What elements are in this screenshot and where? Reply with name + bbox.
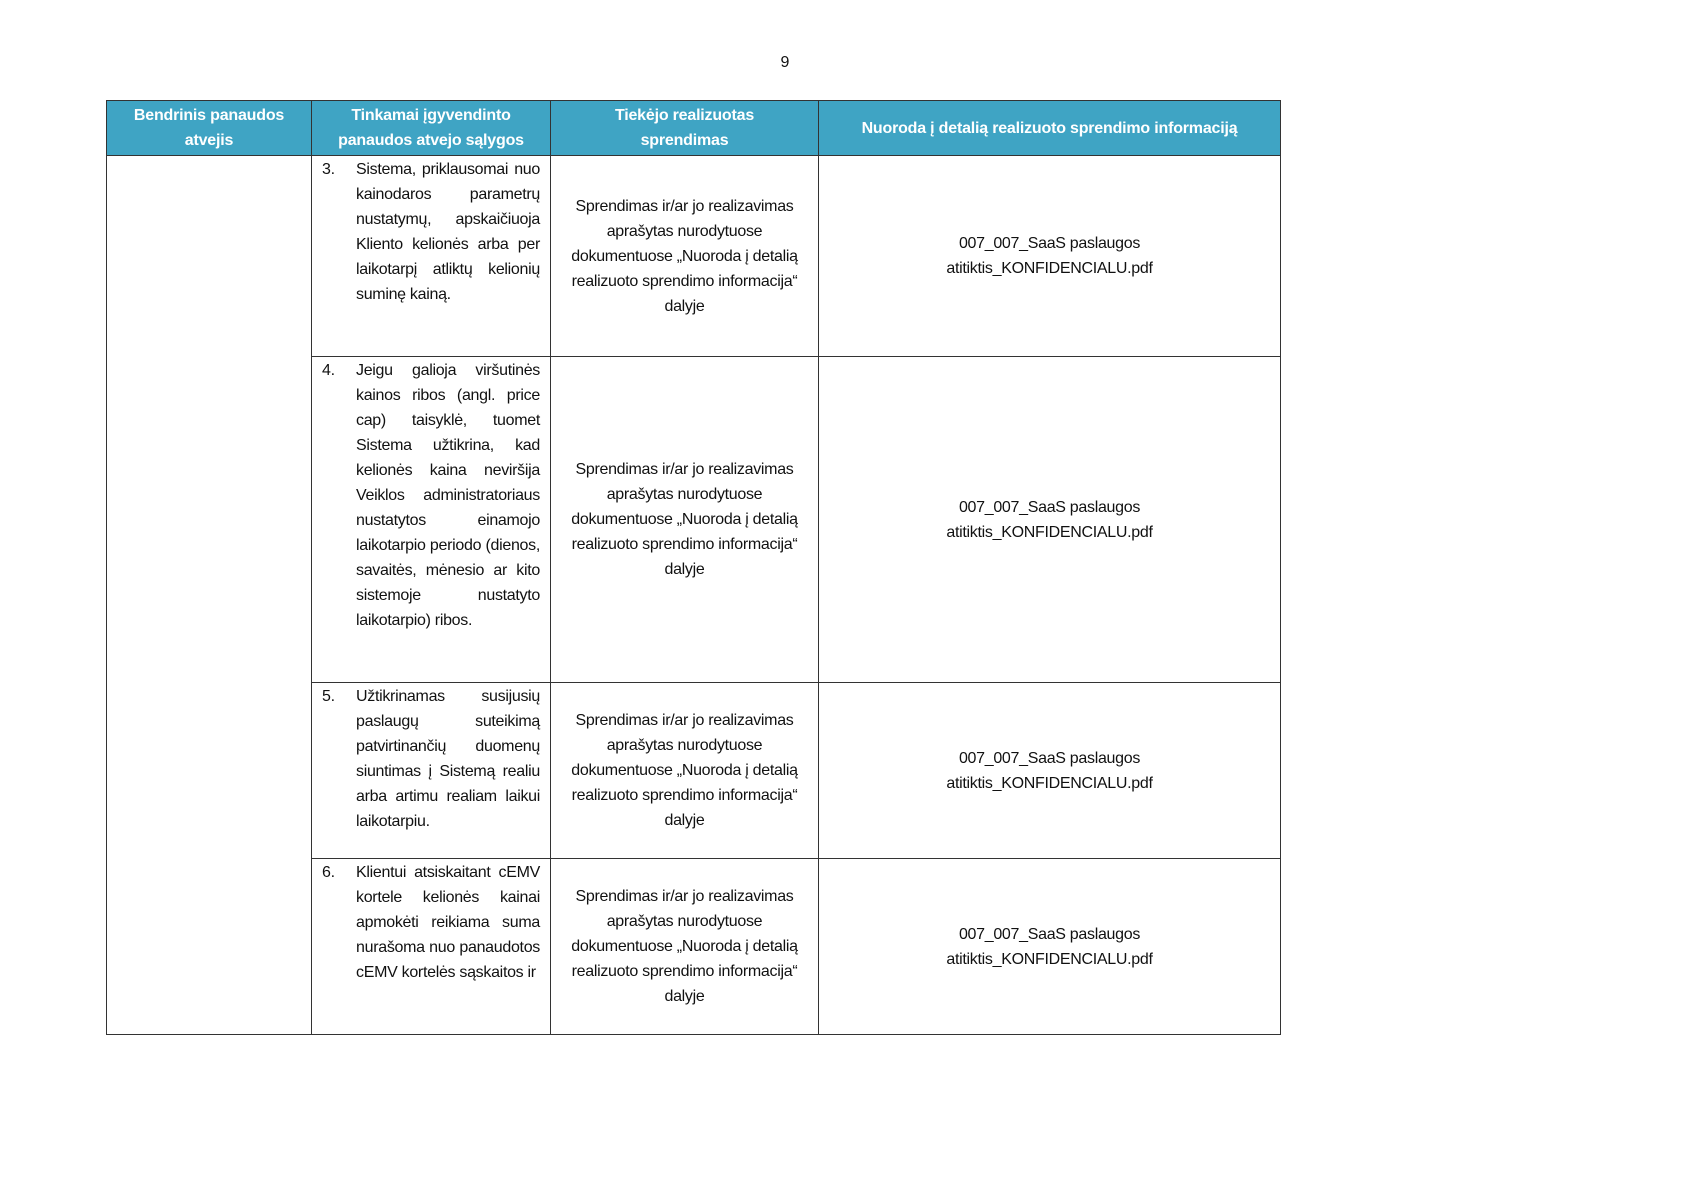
condition-number: 6. [322, 864, 335, 881]
condition-cell [312, 683, 551, 859]
condition-cell [312, 357, 551, 683]
solution-cell [551, 859, 819, 1035]
table-header-row [107, 101, 1281, 156]
solution-cell [551, 357, 819, 683]
condition-cell [312, 859, 551, 1035]
use-case-cell [107, 156, 312, 1035]
solution-text: Sprendimas ir/ar jo realizavimas aprašytas nurodytuose dokumentuose „Nuoroda į detalią realizuoto sprendimo informacija“ dalyje [571, 712, 798, 829]
document-reference: 007_007_SaaS paslaugos atitiktis_KONFIDENCIALU.pdf [946, 925, 1153, 968]
link-cell [819, 357, 1281, 683]
solution-text: Sprendimas ir/ar jo realizavimas aprašytas nurodytuose dokumentuose „Nuoroda į detalią realizuoto sprendimo informacija“ dalyje [571, 197, 798, 315]
condition-cell [312, 156, 551, 357]
condition-number: 5. [322, 688, 335, 705]
document-reference: 007_007_SaaS paslaugos atitiktis_KONFIDENCIALU.pdf [946, 749, 1153, 792]
link-cell [819, 683, 1281, 859]
link-cell [819, 156, 1281, 357]
header-solution: Tiekėjo realizuotas sprendimas [551, 101, 819, 156]
condition-text: Klientui atsiskaitant cEMV kortele kelionės kainai apmokėti reikiama suma nurašoma nuo panaudotos cEMV kortelės sąskaitos ir [356, 864, 540, 981]
page-number: 9 [780, 54, 790, 71]
solution-text: Sprendimas ir/ar jo realizavimas aprašytas nurodytuose dokumentuose „Nuoroda į detalią realizuoto sprendimo informacija“ dalyje [571, 461, 798, 578]
condition-text: Jeigu galioja viršutinės kainos ribos (angl. price cap) taisyklė, tuomet Sistema užtikrina, kad kelionės kaina neviršija Veiklos administratoriaus nustatytos einamojo laikotarpio periodo (dienos, savaitės, mėnesio ar kito sistemoje nustatyto laikotarpio) ribos. [356, 362, 540, 629]
header-conditions: Tinkamai įgyvendinto panaudos atvejo sąlygos [312, 101, 551, 156]
solution-cell [551, 156, 819, 357]
document-reference: 007_007_SaaS paslaugos atitiktis_KONFIDENCIALU.pdf [946, 235, 1153, 277]
document-reference: 007_007_SaaS paslaugos atitiktis_KONFIDENCIALU.pdf [946, 498, 1153, 541]
link-cell [819, 859, 1281, 1035]
header-link: Nuoroda į detalią realizuoto sprendimo informaciją [819, 101, 1281, 156]
header-use-case: Bendrinis panaudos atvejis [107, 101, 312, 156]
solution-text: Sprendimas ir/ar jo realizavimas aprašytas nurodytuose dokumentuose „Nuoroda į detalią realizuoto sprendimo informacija“ dalyje [571, 888, 798, 1005]
condition-number: 4. [322, 362, 335, 379]
condition-text: Užtikrinamas susijusių paslaugų suteikimą patvirtinančių duomenų siuntimas į Sistemą realiu arba artimu realiam laikui laikotarpiu. [356, 688, 540, 830]
table-row [107, 156, 1281, 357]
condition-number: 3. [322, 161, 335, 178]
condition-text: Sistema, priklausomai nuo kainodaros parametrų nustatymų, apskaičiuoja Kliento kelionės arba per laikotarpį atliktų kelionių suminę kainą. [356, 161, 540, 303]
solution-table [106, 100, 1281, 1035]
solution-cell [551, 683, 819, 859]
